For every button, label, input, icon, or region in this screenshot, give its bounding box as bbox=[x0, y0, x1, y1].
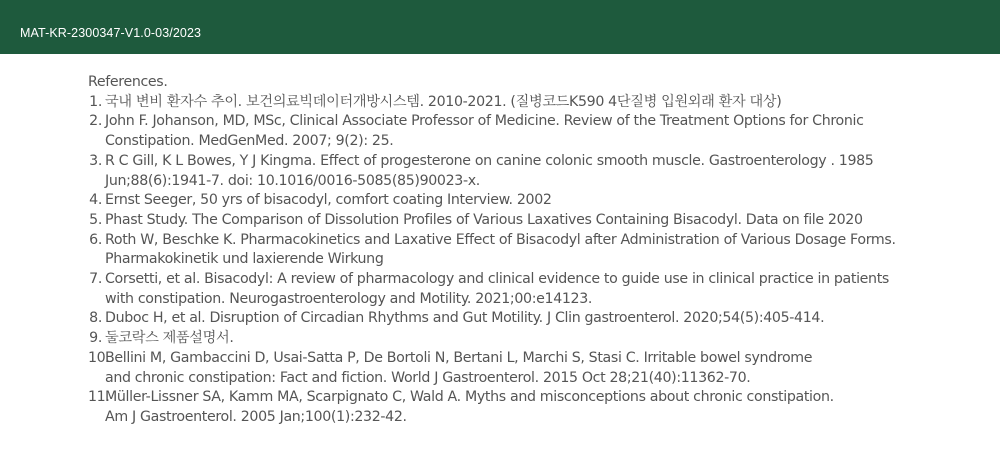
reference-item bbox=[88, 191, 978, 211]
reference-number: 2. bbox=[89, 113, 102, 130]
reference-item bbox=[88, 112, 978, 151]
reference-text-line: 국내 변비 환자수 추이. 보건의료빅데이터개방시스템. 2010-2021. (질병코드K590 4단질병 입원외래 환자 대상) bbox=[105, 93, 782, 110]
reference-text-line: Ernst Seeger, 50 yrs of bisacodyl, comfort coating Interview. 2002 bbox=[105, 192, 552, 209]
document-code: MAT-KR-2300347-V1.0-03/2023 bbox=[20, 26, 202, 40]
reference-number: 6. bbox=[89, 231, 102, 248]
reference-item bbox=[88, 329, 978, 349]
reference-item bbox=[88, 388, 978, 427]
reference-number: 1. bbox=[89, 93, 102, 110]
references-section bbox=[88, 73, 978, 428]
reference-text-line: and chronic constipation: Fact and fiction. World J Gastroenterol. 2015 Oct 28;21(40):11362-70. bbox=[105, 369, 751, 386]
reference-item bbox=[88, 309, 978, 329]
reference-text-line: Jun;88(6):1941-7. doi: 10.1016/0016-5085(85)90023-x. bbox=[105, 172, 480, 189]
reference-text-line: Roth W, Beschke K. Pharmacokinetics and Laxative Effect of Bisacodyl after Administration of Various Dosage Forms. bbox=[105, 231, 896, 248]
reference-text-line: with constipation. Neurogastroenterology and Motility. 2021;00:e14123. bbox=[105, 290, 593, 307]
reference-text-line: Am J Gastroenterol. 2005 Jan;100(1):232-42. bbox=[105, 408, 407, 425]
reference-text-line: Pharmakokinetik und laxierende Wirkung bbox=[105, 251, 384, 268]
reference-text-line: Müller-Lissner SA, Kamm MA, Scarpignato C, Wald A. Myths and misconceptions about chronic constipation. bbox=[105, 389, 834, 406]
reference-text-line: John F. Johanson, MD, MSc, Clinical Associate Professor of Medicine. Review of the Treatment Options for Chronic bbox=[105, 113, 864, 130]
reference-item bbox=[88, 270, 978, 309]
reference-text-line: 둘코락스 제품설명서. bbox=[105, 330, 234, 347]
reference-item bbox=[88, 211, 978, 231]
reference-number: 4. bbox=[89, 192, 102, 209]
reference-text-line: Bellini M, Gambaccini D, Usai-Satta P, De Bortoli N, Bertani L, Marchi S, Stasi C. Irritable bowel syndrome bbox=[105, 349, 813, 366]
reference-number: 10. bbox=[88, 349, 110, 366]
reference-item bbox=[88, 349, 978, 388]
references-list bbox=[88, 93, 978, 428]
reference-item bbox=[88, 152, 978, 191]
reference-number: 11. bbox=[88, 389, 110, 406]
header-bar bbox=[0, 0, 1000, 54]
reference-item bbox=[88, 231, 978, 270]
reference-text-line: R C Gill, K L Bowes, Y J Kingma. Effect of progesterone on canine colonic smooth muscle. Gastroenterology . 1985 bbox=[105, 152, 874, 169]
reference-text-line: Phast Study. The Comparison of Dissolution Profiles of Various Laxatives Containing Bisacodyl. Data on file 2020 bbox=[105, 211, 863, 228]
reference-item bbox=[88, 93, 978, 113]
reference-text-line: Corsetti, et al. Bisacodyl: A review of pharmacology and clinical evidence to guide use in clinical practice in patients bbox=[105, 271, 889, 288]
reference-number: 8. bbox=[89, 310, 102, 327]
reference-number: 9. bbox=[89, 330, 102, 347]
reference-number: 5. bbox=[89, 211, 102, 228]
reference-number: 7. bbox=[89, 271, 102, 288]
reference-text-line: Duboc H, et al. Disruption of Circadian Rhythms and Gut Motility. J Clin gastroenterol. 2020;54(5):405-414. bbox=[105, 310, 825, 327]
reference-number: 3. bbox=[89, 152, 102, 169]
reference-text-line: Constipation. MedGenMed. 2007; 9(2): 25. bbox=[105, 133, 394, 150]
references-heading: References. bbox=[88, 74, 168, 90]
